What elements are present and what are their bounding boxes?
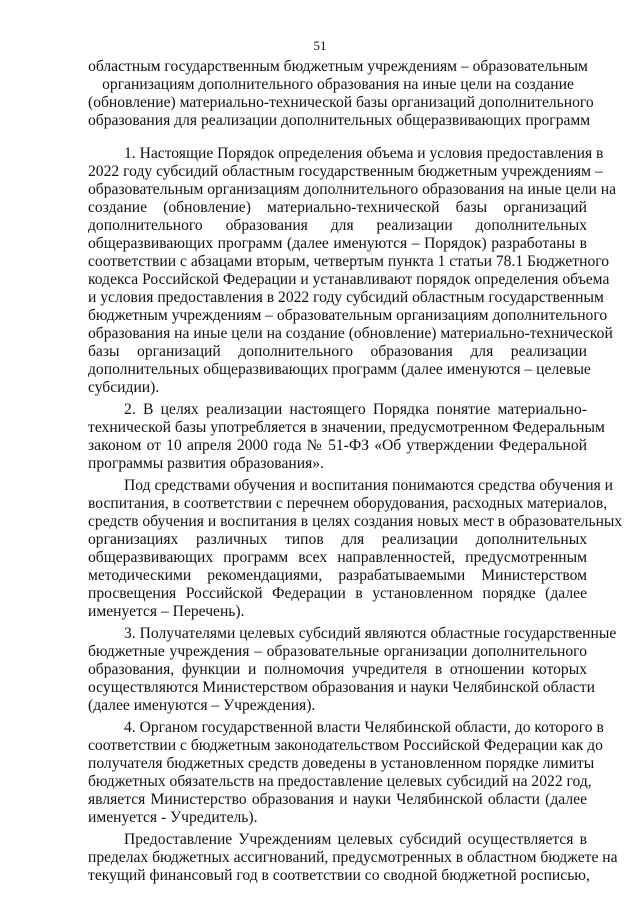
heading-line: областным государственным бюджетным учреждениям – образовательным (88, 58, 588, 75)
paragraph-line: 3. Получателями целевых субсидий являются областные государственные (124, 625, 617, 642)
paragraph-line: образовательным организациям дополнительного образования на иные цели на (88, 181, 616, 198)
paragraph-line: соответствии с бюджетным законодательством Российской Федерации как до (88, 737, 603, 754)
paragraph-line: соответствии с абзацами вторым, четвертым пункта 1 статьи 78.1 Бюджетного (88, 253, 610, 270)
paragraph-line: именуется - Учредитель). (88, 809, 258, 826)
paragraph (88, 831, 618, 885)
document-heading (88, 58, 594, 130)
paragraph-line: создание (обновление) материально-технической базы организаций (88, 199, 587, 216)
heading-line: образования для реализации дополнительных общеразвивающих программ (88, 112, 591, 129)
paragraph-line: бюджетным учреждениям – образовательным организациям дополнительного (88, 307, 608, 324)
paragraph-line: пределах бюджетных ассигнований, предусмотренных в областном бюджете на (88, 849, 618, 866)
paragraph-line: 2022 году субсидий областным государственным бюджетным учреждениям – (88, 163, 603, 180)
paragraph-line: 1. Настоящие Порядок определения объема и условия предоставления в (124, 145, 604, 162)
paragraph-line: является Министерство образования и науки Челябинской области (далее (88, 791, 587, 808)
paragraph-line: кодекса Российской Федерации и устанавливают порядок определения объема (88, 271, 610, 288)
paragraph-line: осуществляются Министерством образования и науки Челябинской области (88, 679, 595, 696)
paragraph-line: технической базы употребляется в значении, предусмотренном Федеральным (88, 419, 605, 436)
paragraph-line: 2. В целях реализации настоящего Порядка понятие материально- (124, 401, 587, 418)
paragraph-line: и условия предоставления в 2022 году субсидий областным государственным (88, 289, 604, 306)
heading-line: (обновление) материально-технической базы организаций дополнительного (88, 94, 594, 111)
paragraph-line: бюджетные учреждения – образовательные организации дополнительного (88, 643, 587, 660)
paragraph-line: законом от 10 апреля 2000 года № 51-ФЗ «Об утверждении Федеральной (88, 437, 587, 454)
paragraph-line: образования на иные цели на создание (обновление) материально-технической (88, 325, 613, 342)
paragraph-line: именуется – Перечень). (88, 603, 245, 620)
paragraph-line: получателя бюджетных средств доведены в установленном порядке лимиты (88, 755, 595, 772)
paragraph (88, 145, 616, 397)
paragraph-line: 4. Органом государственной власти Челябинской области, до которого в (124, 719, 604, 736)
paragraph-line: средств обучения и воспитания в целях создания новых мест в образовательных (88, 513, 623, 530)
paragraph-line: методическими рекомендациями, разрабатываемыми Министерством (88, 567, 587, 584)
paragraph-line: дополнительных общеразвивающих программ (далее именуются – целевые (88, 361, 591, 378)
paragraph-line: субсидии). (88, 379, 160, 396)
paragraph-line: базы организаций дополнительного образования для реализации (88, 343, 587, 360)
paragraph-line: организациях различных типов для реализации дополнительных (88, 531, 587, 548)
paragraph (88, 719, 604, 827)
paragraph-line: программы развития образования». (88, 455, 324, 472)
paragraph-line: общеразвивающих программ всех направленностей, предусмотренным (88, 549, 587, 566)
paragraph-line: Предоставление Учреждениям целевых субсидий осуществляется в (124, 831, 587, 848)
paragraph-line: образования, функции и полномочия учредителя в отношении которых (88, 661, 587, 678)
paragraph (88, 401, 605, 473)
paragraph-line: (далее именуются – Учреждения). (88, 697, 316, 714)
paragraph (88, 477, 623, 621)
paragraph (88, 625, 617, 715)
paragraph-line: бюджетных обязательств на предоставление целевых субсидий на 2022 год, (88, 773, 592, 790)
paragraph-line: воспитания, в соответствии с перечнем оборудования, расходных материалов, (88, 495, 608, 512)
page-number: 51 (313, 38, 327, 53)
paragraph-line: просвещения Российской Федерации в установленном порядке (далее (88, 585, 587, 602)
paragraph-line: Под средствами обучения и воспитания понимаются средства обучения и (124, 477, 614, 494)
paragraph-line: общеразвивающих программ (далее именуются – Порядок) разработаны в (88, 235, 587, 252)
document-body (88, 145, 623, 885)
paragraph-line: текущий финансовый год в соответствии со сводной бюджетной росписью, (88, 867, 590, 884)
paragraph-line: дополнительного образования для реализации дополнительных (88, 217, 587, 234)
heading-line: организациям дополнительного образования на иные цели на создание (102, 76, 574, 93)
